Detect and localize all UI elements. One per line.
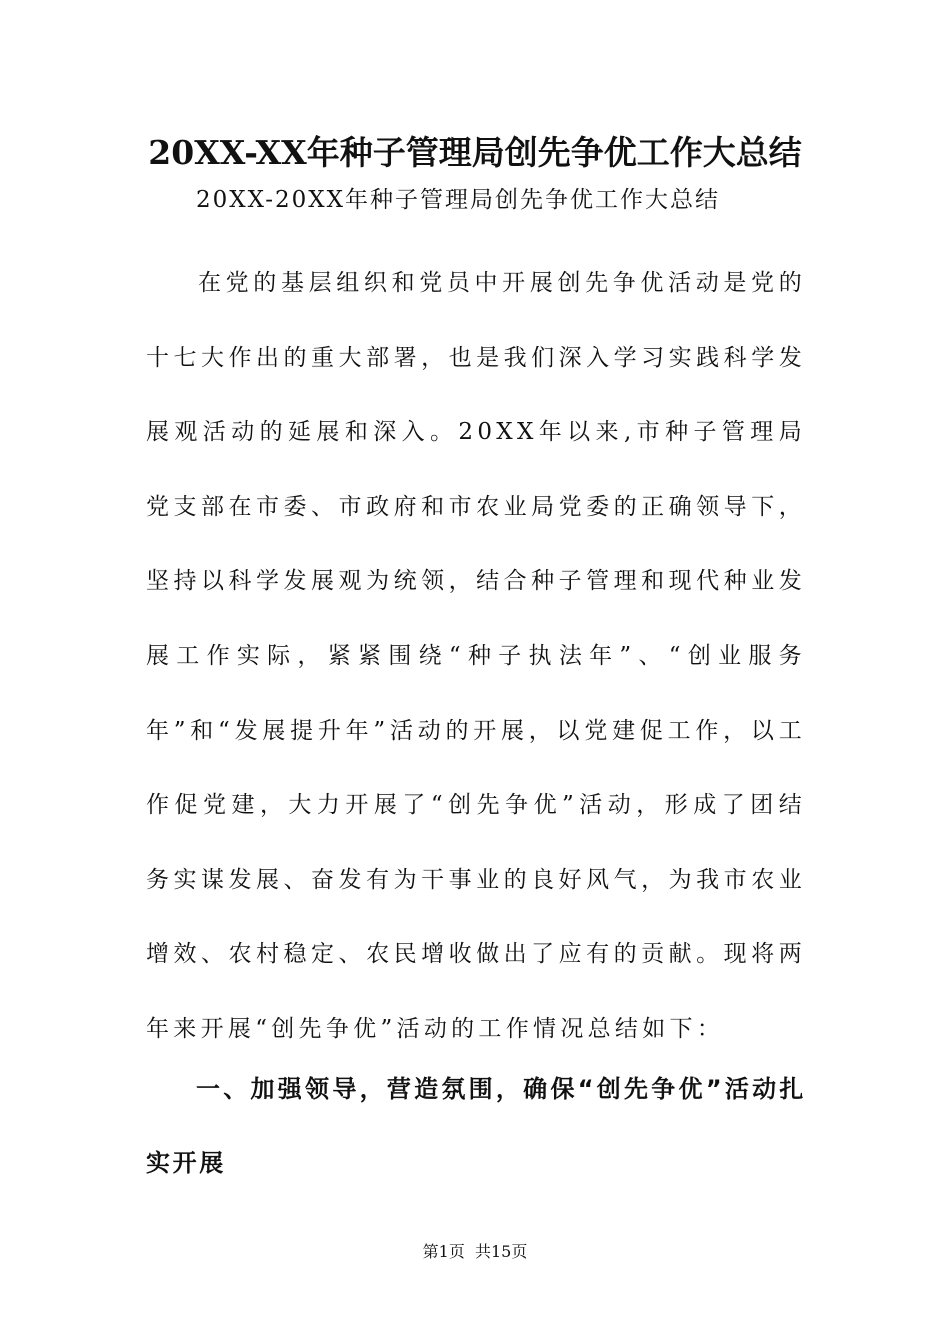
- document-title: 20XX-XX年种子管理局创先争优工作大总结: [148, 133, 802, 172]
- section-heading: 一、加强领导，营造氛围，确保“创先争优”活动扎实开展: [146, 1075, 806, 1177]
- body-paragraph: 在党的基层组织和党员中开展创先争优活动是党的十七大作出的重大部署，也是我们深入学习实践科学发展观活动的延展和深入。20XX年以来,市种子管理局党支部在市委、市政府和市农业局党委的正确领导下，坚持以科学发展观为统领，结合种子管理和现代种业发展工作实际，紧紧围绕“种子执法年”、“创业服务年”和“发展提升年”活动的开展，以党建促工作，以工作促党建，大力开展了“创先争优”活动，形成了团结务实谋发展、奋发有为干事业的良好风气，为我市农业增效、农村稳定、农民增收做出了应有的贡献。现将两年来开展“创先争优”活动的工作情况总结如下：: [146, 270, 806, 1042]
- page-footer: 第1页 共15页: [422, 1242, 528, 1261]
- document-subtitle: 20XX-20XX年种子管理局创先争优工作大总结: [196, 187, 720, 213]
